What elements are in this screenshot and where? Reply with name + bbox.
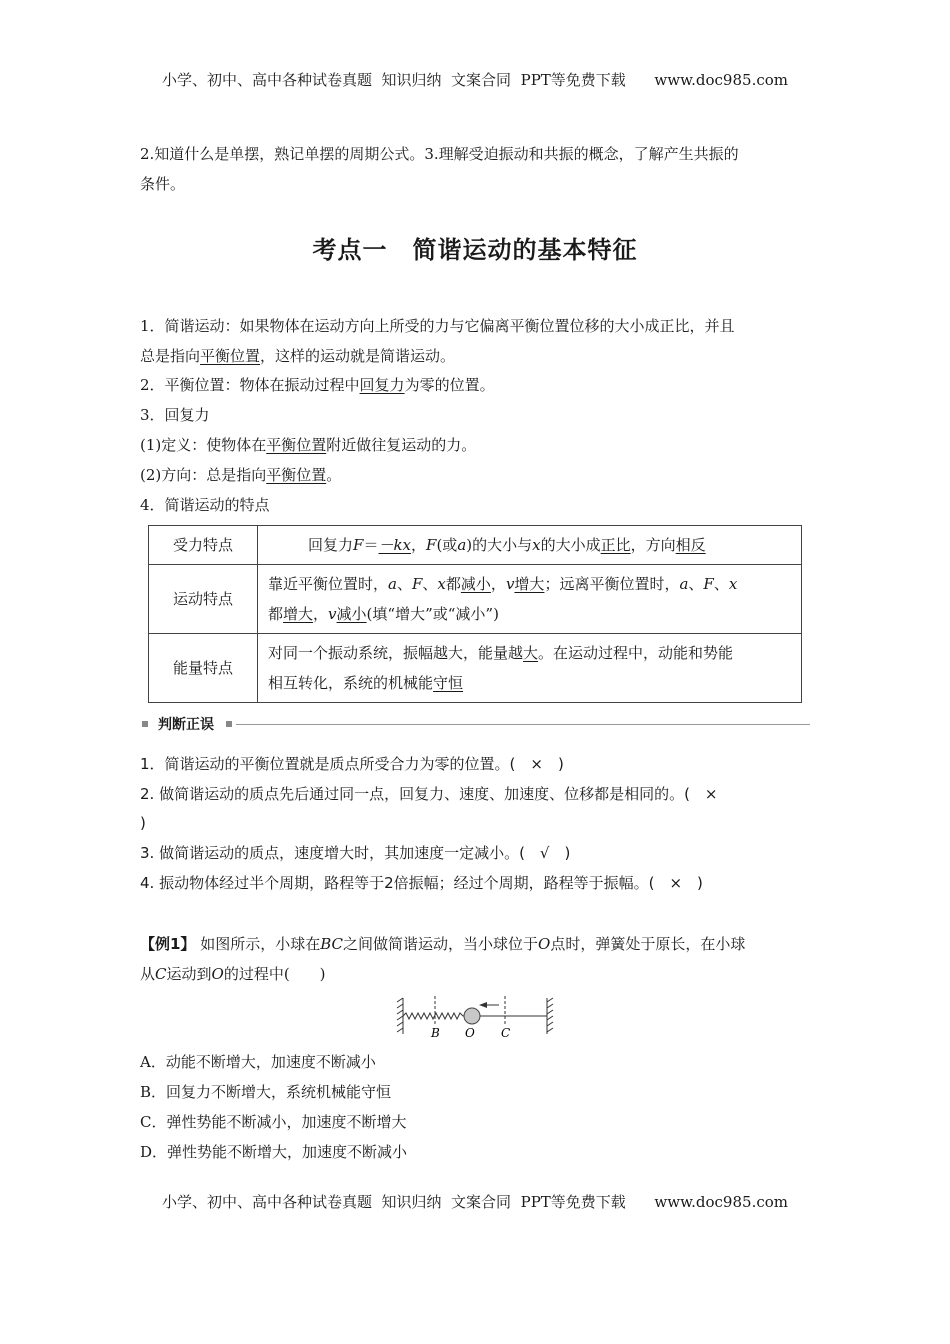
divider [236,724,810,725]
features-table [148,525,802,703]
row-content: 靠近平衡位置时，a、F、x都减小，v增大；远离平衡位置时，a、F、x 都增大，v减小(填“增大”或“减小”) [258,565,802,634]
row-label: 受力特点 [149,526,258,565]
point-b-label: B [431,1026,440,1040]
judge-item: 4. 振动物体经过半个周期，路程等于2倍振幅；经过个周期，路程等于振幅。( × ) [140,874,703,892]
row-label: 能量特点 [149,634,258,703]
option-d: D．弹性势能不断增大，加速度不断减小 [140,1143,408,1161]
square-bullet-icon [142,721,148,727]
concept-4: 4．简谐运动的特点 [140,496,270,514]
judge-item-cont: ) [140,814,146,832]
concept-2: 2．平衡位置：物体在振动过程中回复力为零的位置。 [140,376,495,394]
concept-1-line-2: 总是指向平衡位置，这样的运动就是简谐运动。 [140,347,456,365]
example-line-2: 从C运动到O的过程中( ) [140,965,326,983]
row-content: 对同一个振动系统，振幅越大，能量越大。在运动过程中，动能和势能 相互转化，系统的机械能守恒 [258,634,802,703]
option-a: A．动能不断增大，加速度不断减小 [140,1053,376,1071]
page-header: 小学、初中、高中各种试卷真题 知识归纳 文案合同 PPT等免费下载 www.doc985.com [161,71,788,89]
concept-3-2: (2)方向：总是指向平衡位置。 [140,466,342,484]
point-o-label: O [465,1026,475,1040]
judge-item: 3. 做简谐运动的质点，速度增大时，其加速度一定减小。( √ ) [140,844,571,862]
intro-line-1: 2.知道什么是单摆，熟记单摆的周期公式。3.理解受迫振动和共振的概念，了解产生共振的 [140,145,739,163]
table-row [149,634,802,703]
example-line-1: 【例1】 如图所示，小球在BC之间做简谐运动，当小球位于O点时，弹簧处于原长，在小球 [140,935,746,953]
judge-item: 2. 做简谐运动的质点先后通过同一点，回复力、速度、加速度、位移都是相同的。( × [140,785,718,803]
point-c-label: C [501,1026,511,1040]
judge-section-header [140,712,810,736]
concept-3: 3．回复力 [140,406,210,424]
intro-line-2: 条件。 [140,175,186,193]
table-row [149,526,802,565]
row-content: 回复力F＝－kx，F(或a)的大小与x的大小成正比，方向相反 [258,526,802,565]
table-row [149,565,802,634]
square-bullet-icon [226,721,232,727]
concept-3-1: (1)定义：使物体在平衡位置附近做往复运动的力。 [140,436,477,454]
option-c: C．弹性势能不断减小，加速度不断增大 [140,1113,407,1131]
row-label: 运动特点 [149,565,258,634]
spring-ball-figure [395,994,555,1042]
section-title: 考点一 简谐运动的基本特征 [312,236,638,264]
page-footer: 小学、初中、高中各种试卷真题 知识归纳 文案合同 PPT等免费下载 www.doc985.com [161,1193,788,1211]
judge-item: 1．简谐运动的平衡位置就是质点所受合力为零的位置。( × ) [140,755,564,773]
judge-title: 判断正误 [158,717,214,733]
concept-1-line-1: 1．简谐运动：如果物体在运动方向上所受的力与它偏离平衡位置位移的大小成正比，并且 [140,317,735,335]
option-b: B．回复力不断增大，系统机械能守恒 [140,1083,392,1101]
